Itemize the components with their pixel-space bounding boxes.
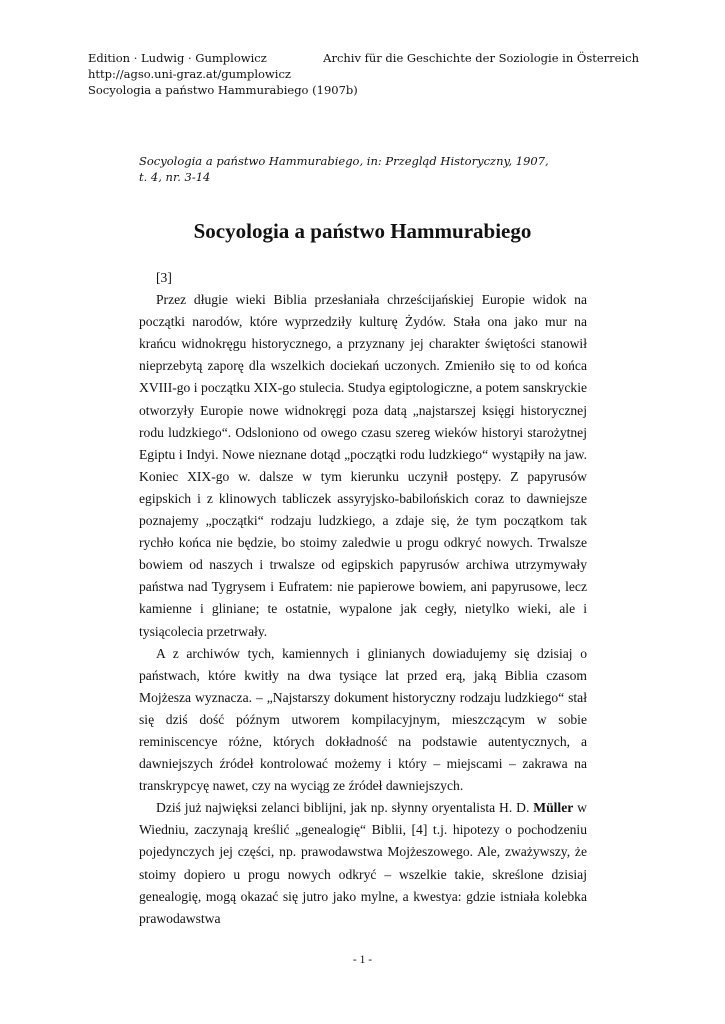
header-edition: Edition · Ludwig · Gumplowicz [88, 51, 267, 65]
page-title: Socyologia a państwo Hammurabiego [193, 219, 532, 243]
header-left [88, 50, 358, 98]
header-url[interactable]: http://agso.uni-graz.at/gumplowicz [88, 67, 291, 81]
paragraph-1: Przez długie wieki Biblia przesłaniała chrześcijańskiej Europie widok na początki narodów, które wyprzedziły kulturę Żydów. Stała ona jako mur na krańcu widnokręgu historycznego, a przyznany jej charakter świętości stanowił nieprzebytą zaporę dla wszelkich dociekań uczonych. Zmieniło się to od końca XVIII-go i początku XIX-go stulecia. Studya egiptologiczne, a potem sanskryckie otworzyły Europie nowe widnokręgi poza datą „najstarszej księgi historycznej rodu ludzkiego“. Odsloniono od owego czasu szereg wieków historyi starożytnej Egiptu i Indyi. Nowe nieznane dotąd „początki rodu ludzkiego“ wystąpiły na jaw. Koniec XIX-go w. dalsze w tym kierunku uczynił postępy. Z papyrusów egipskich i z klinowych tabliczek assyryjsko-babilońskich coraz to dawniejsze poznajemy „początki“ rodzaju ludzkiego, a zdaje się, że tym początkom tak rychło końca nie będzie, bo stoimy zaledwie u progu odkryć nowych. Trwalsze bowiem od naszych i trwalsze od egipskich papyrusów archiwa utrzymywały państwa nad Tygrysem i Eufratem: nie papierowe bowiem, ani papyrusowe, lecz kamienne i gliniane; te ostatnie, wypalone jak cegły, nietylko wieki, ale i tysiącolecia przetrwały. [139, 292, 587, 639]
header-work-title: Socyologia a państwo Hammurabiego (1907b) [88, 83, 358, 97]
citation-line-2: t. 4, nr. 3-14 [139, 170, 211, 184]
header-archive-title: Archiv für die Geschichte der Soziologie in Österreich [323, 51, 639, 65]
author-name-muller: Müller [533, 800, 574, 816]
paragraph-2: A z archiwów tych, kamiennych i glinianych dowiadujemy się dzisiaj o państwach, które kwitły na dwa tysiące lat przed erą, jaką Biblia czasom Mojżesza wyznacza. – „Najstarszy dokument historyczny rodzaju ludzkiego“ stał się dziś dość późnym utworem kompilacyjnym, mieszczącym w sobie reminiscencye różne, których dokładność na podstawie autentycznych, a dawniejszych źródeł kontrolować możemy i który – miejscami – zakrawa na transkrypcyę nawet, czy na wyciąg ze źródeł dawniejszych. [139, 645, 587, 794]
paragraph-3-start: Dziś już najwięksi zelanci biblijni, jak np. słynny oryentalista H. D. [156, 800, 534, 816]
paragraph-3 [139, 797, 587, 930]
body-text [139, 267, 587, 930]
paragraph-3-rest: w Wiedniu, zaczynają kreślić „genealogię“ Biblii, [4] t.j. hipotezy o pochodzeniu pojedynczych jej części, np. prawodawstwa Mojżeszowego. Ale, zważywszy, że stoimy dopiero u progu nowych odkryć – wszelkie takie, skreślone dzisiaj genealogię, mogą okazać się jutro jako mylne, a kwestya: gdzie istniała kolebka prawodawstwa [139, 800, 587, 926]
citation [139, 153, 559, 185]
page-marker: [3] [156, 270, 172, 285]
citation-line-1: Socyologia a państwo Hammurabiego, in: Przegląd Historyczny, 1907, [139, 154, 549, 168]
page-number: - 1 - [352, 954, 373, 966]
